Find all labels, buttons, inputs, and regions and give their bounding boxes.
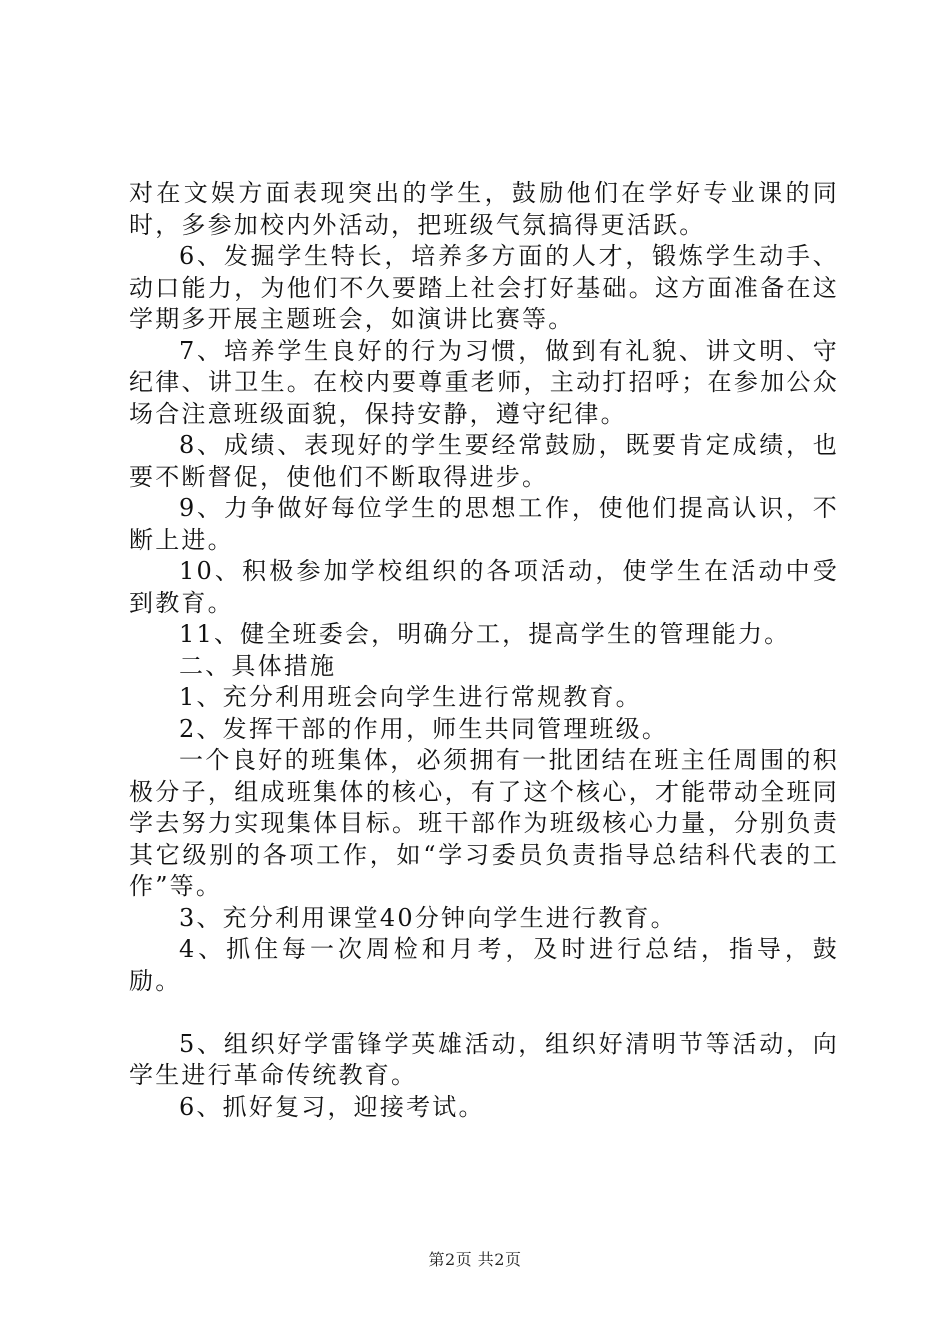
- paragraph-item-11: 11、健全班委会，明确分工，提高学生的管理能力。: [179, 620, 791, 648]
- paragraph-item-9: 9、力争做好每位学生的思想工作，使他们提高认识，不断上进。: [129, 494, 839, 554]
- paragraph-item-10: 10、积极参加学校组织的各项活动，使学生在活动中受到教育。: [129, 557, 839, 617]
- paragraph-measure-2-detail: 一个良好的班集体，必须拥有一批团结在班主任周围的积极分子，组成班集体的核心，有了这个核心，才能带动全班同学去努力实现集体目标。班干部作为班级核心力量，分别负责其它级别的各项工作，如“学习委员负责指导总结科代表的工作”等。: [129, 746, 839, 900]
- section-heading-measures: 二、具体措施: [179, 651, 337, 680]
- paragraph-measure-3: 3、充分利用课堂40分钟向学生进行教育。: [179, 903, 677, 932]
- document-body: [129, 178, 839, 1123]
- paragraph-measure-5: 5、组织好学雷锋学英雄活动，组织好清明节等活动，向学生进行革命传统教育。: [129, 1029, 839, 1089]
- paragraph-item-8: 8、成绩、表现好的学生要经常鼓励，既要肯定成绩，也要不断督促，使他们不断取得进步。: [129, 431, 839, 491]
- blank-line: [129, 997, 839, 1029]
- paragraph-measure-2: 2、发挥干部的作用，师生共同管理班级。: [179, 714, 669, 743]
- paragraph-continuation: 对在文娱方面表现突出的学生，鼓励他们在学好专业课的同时，多参加校内外活动，把班级气氛搞得更活跃。: [129, 179, 839, 239]
- paragraph-measure-4: 4、抓住每一次周检和月考，及时进行总结，指导，鼓励。: [129, 935, 839, 995]
- paragraph-item-7: 7、培养学生良好的行为习惯，做到有礼貌、讲文明、守纪律、讲卫生。在校内要尊重老师，主动打招呼；在参加公众场合注意班级面貌，保持安静，遵守纪律。: [129, 336, 839, 428]
- paragraph-item-6: 6、发掘学生特长，培养多方面的人才，锻炼学生动手、动口能力，为他们不久要踏上社会打好基础。这方面准备在这学期多开展主题班会，如演讲比赛等。: [129, 242, 839, 333]
- page-number-footer: 第2页 共2页: [428, 1250, 522, 1269]
- paragraph-measure-6: 6、抓好复习，迎接考试。: [179, 1092, 485, 1121]
- paragraph-measure-1: 1、充分利用班会向学生进行常规教育。: [179, 683, 642, 711]
